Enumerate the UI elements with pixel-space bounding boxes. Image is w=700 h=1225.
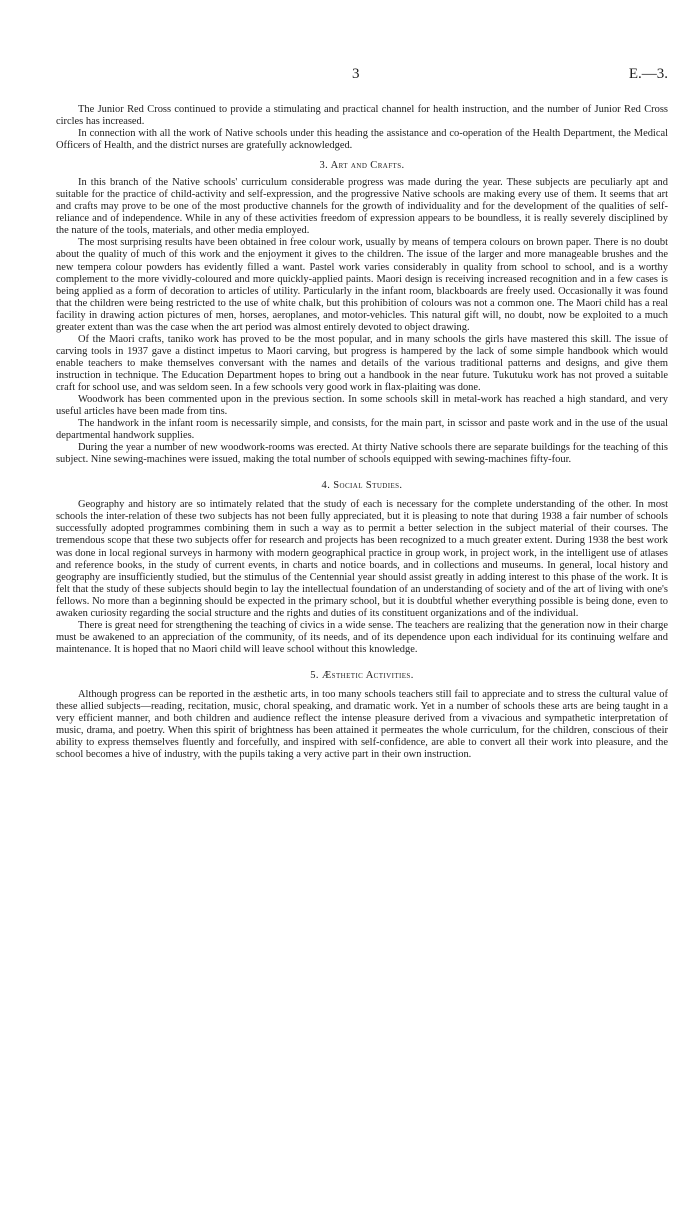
paragraph: In this branch of the Native schools' curriculum considerable progress was made during the year. These subjects are peculiarly apt and suitable for the practice of child-activity and self-expression, and the progressive Native schools are making every use of them. It seems that art and crafts may prove to be one of the most productive channels for the growth of individuality and for the development of the qualities of self-reliance and of independence. While in any of these activities freedom of expression appears to be boundless, it is really severely disciplined by the nature of the tools, materials, and other media employed. <box>56 177 668 237</box>
paragraph: The most surprising results have been obtained in free colour work, usually by means of tempera colours on brown paper. There is no doubt about the quality of much of this work and the enjoyment it gives to the children. The issue of the larger and more manageable brushes and the new tempera colour powders has evidently filled a want. Pastel work varies considerably in quality from school to school, and is a worthy complement to the more vividly-coloured and more quickly-applied paints. Maori design is receiving increased recognition and in a few cases is being applied as a form of decoration to articles of utility. Particularly in the infant room, blackboards are freely used. Occasionally it was found that the children were being restricted to the use of white chalk, but this prohibition of colours was not a common one. The Maori child has a real facility in drawing action pictures of men, horses, aeroplanes, and motor-vehicles. This natural gift will, no doubt, now be exploited to a much greater extent than was the case when the art period was almost entirely devoted to object drawing. <box>56 237 668 333</box>
paragraph: Geography and history are so intimately related that the study of each is necessary for the complete understanding of the other. In most schools the inter-relation of these two subjects has not been fully appreciated, but it is pleasing to note that during 1938 a fair number of schools successfully adopted programmes combining them in such a way as to permit a better selection in the subject material of their courses. The tremendous scope that these two subjects offer for research and projects has been recognized to a much greater extent. During 1938 the best work was done in local regional surveys in harmony with modern geographical practice in group work, in project work, in the intelligent use of atlases and reference books, in the study of current events, in charts and notice boards, and in collections and museums. In general, local history and geography are insufficiently studied, but the stimulus of the Centennial year should assist greatly in adding interest to this phase of the work. It is felt that the study of these subjects should begin to lay the intellectual foundation of an understanding of society and of the art of living with one's fellows. No more than a beginning should be expected in the primary school, but it is doubtful whether everything possible is being done, even to awaken curiosity regarding the social structure and the rights and duties of its constituent organizations and of the individual. <box>56 499 668 619</box>
paragraph: Of the Maori crafts, taniko work has proved to be the most popular, and in many schools the girls have mastered this skill. The issue of carving tools in 1937 gave a distinct impetus to Maori carving, but progress is hampered by the lack of some simple handbook which would enable teachers to make themselves conversant with the names and details of the various traditional patterns and designs, and give them instruction in technique. The Education Department hopes to bring out a handbook in the near future. Tukutuku work has not proved a suitable craft for school use, and was seldom seen. In a few schools very good work in flax-plaiting was done. <box>56 333 668 393</box>
section-heading-social-studies: 4. Social Studies. <box>321 480 403 492</box>
section-heading-art-and-crafts: 3. Art and Crafts. <box>319 160 405 172</box>
paragraph: During the year a number of new woodwork-rooms was erected. At thirty Native schools there are separate buildings for the teaching of this subject. Nine sewing-machines were issued, making the total number of schools equipped with sewing-machines fifty-four. <box>56 442 668 466</box>
paragraph: The handwork in the infant room is necessarily simple, and consists, for the main part, in scissor and paste work and in the use of the usual departmental handwork supplies. <box>56 418 668 442</box>
paragraph: In connection with all the work of Native schools under this heading the assistance and co-operation of the Health Department, the Medical Officers of Health, and the district nurses are gratefully acknowledged. <box>56 128 668 152</box>
page-header <box>56 66 668 86</box>
paragraph: Although progress can be reported in the æsthetic arts, in too many schools teachers still fail to appreciate and to stress the cultural value of these allied subjects—reading, recitation, music, choral speaking, and dramatic work. Yet in a number of schools these arts are being taught in a very efficient manner, and both children and audience reflect the intense pleasure derived from a vivacious and sympathetic interpretation of music, drama, and poetry. When this spirit of brightness has been attained it permeates the whole curriculum, for the children, conscious of their ability to express themselves fluently and forcefully, and inspired with self-confidence, are able to convert all their work into pleasure, and the school becomes a hive of industry, with the pupils taking a very active part in their own instruction. <box>56 688 668 761</box>
paragraph: Woodwork has been commented upon in the previous section. In some schools skill in metal-work has reached a high standard, and very useful articles have been made from tins. <box>56 394 668 418</box>
page-number: 3 <box>352 66 360 82</box>
section-heading-aesthetic-activities: 5. Æsthetic Activities. <box>310 669 414 681</box>
document-reference: E.—3. <box>628 66 668 82</box>
paragraph: The Junior Red Cross continued to provide a stimulating and practical channel for health instruction, and the number of Junior Red Cross circles has increased. <box>56 104 668 128</box>
document-body <box>56 104 668 761</box>
paragraph: There is great need for strengthening the teaching of civics in a wide sense. The teachers are realizing that the generation now in their charge must be awakened to an appreciation of the community, of its needs, and of its dependence upon each individual for its continuing welfare and maintenance. It is hoped that no Maori child will leave school without this knowledge. <box>56 619 668 655</box>
